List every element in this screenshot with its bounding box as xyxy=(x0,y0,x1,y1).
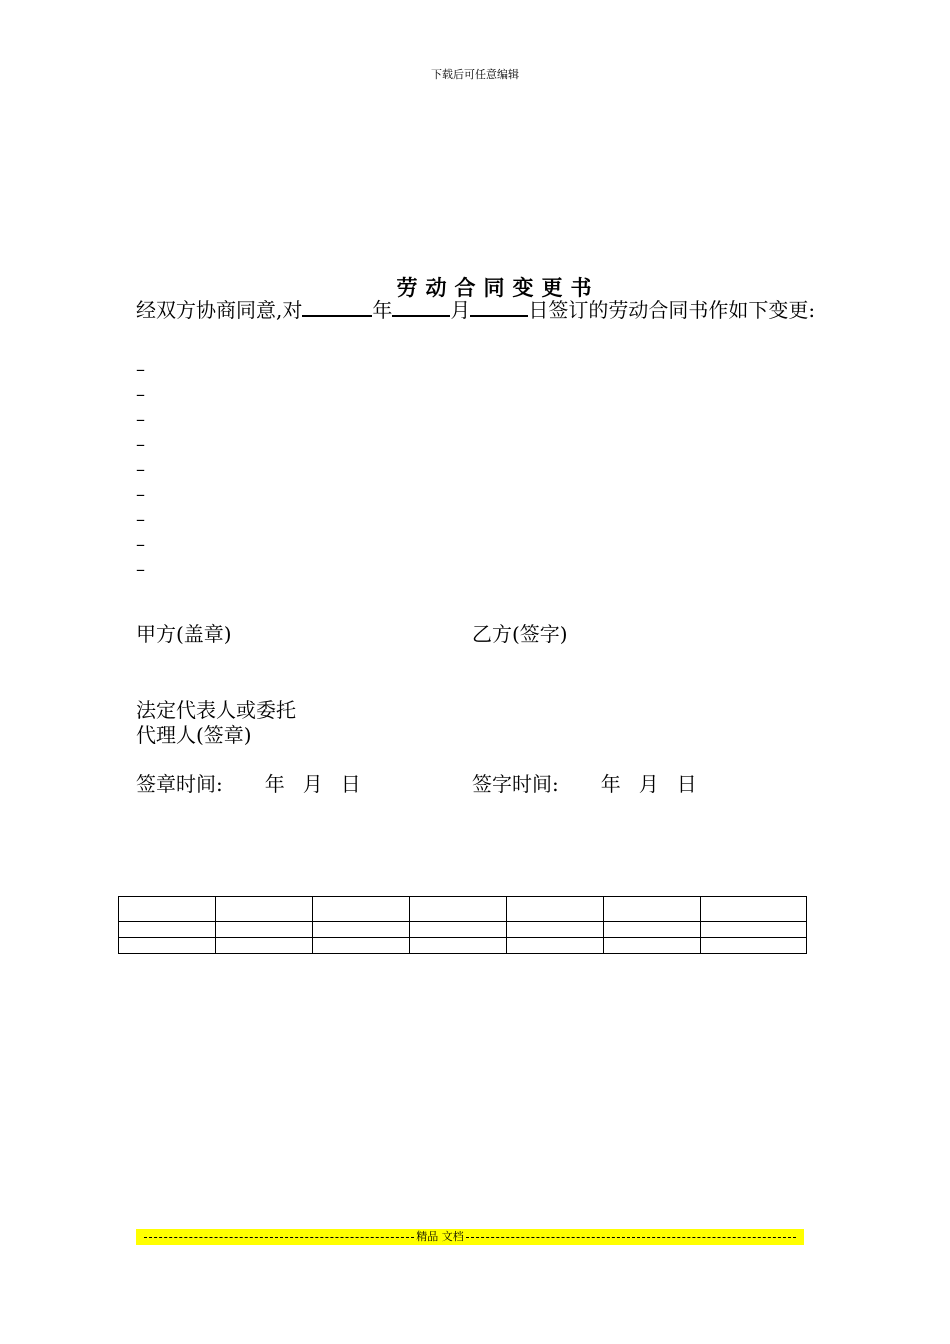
table-cell[interactable] xyxy=(604,897,701,922)
intro-prefix: 经双方协商同意,对 xyxy=(136,298,303,322)
footer-dashes-left xyxy=(144,1237,414,1238)
table-cell[interactable] xyxy=(507,938,604,954)
table-cell[interactable] xyxy=(701,938,807,954)
change-item[interactable]: – xyxy=(136,459,145,480)
sign-a-month: 月 xyxy=(302,772,323,796)
intro-suffix: 日签订的劳动合同书作如下变更: xyxy=(528,298,816,322)
table-cell[interactable] xyxy=(313,897,410,922)
sign-b-day: 日 xyxy=(676,772,697,796)
intro-paragraph xyxy=(136,298,866,323)
table-row xyxy=(119,897,807,922)
change-items-list xyxy=(136,357,145,582)
footer-dashes-right xyxy=(466,1237,796,1238)
sign-b-month: 月 xyxy=(638,772,659,796)
year-blank[interactable] xyxy=(302,298,372,317)
sign-b-year: 年 xyxy=(600,772,621,796)
footer-banner xyxy=(136,1229,804,1245)
party-a-label: 甲方(盖章) xyxy=(136,622,232,646)
sign-a-year: 年 xyxy=(264,772,285,796)
representative-label-line2: 代理人(签章) xyxy=(136,723,252,747)
table-cell[interactable] xyxy=(604,922,701,938)
change-item[interactable]: – xyxy=(136,559,145,580)
change-item[interactable]: – xyxy=(136,359,145,380)
representative-label-line1: 法定代表人或委托 xyxy=(136,698,296,722)
change-item[interactable]: – xyxy=(136,409,145,430)
change-item[interactable]: – xyxy=(136,484,145,505)
table-cell[interactable] xyxy=(216,922,313,938)
table-row xyxy=(119,938,807,954)
change-item[interactable]: – xyxy=(136,384,145,405)
sign-date-a-label: 签章时间: xyxy=(136,772,223,796)
table-cell[interactable] xyxy=(313,938,410,954)
header-note: 下载后可任意编辑 xyxy=(431,68,519,81)
sign-date-b xyxy=(472,772,697,797)
sign-a-day: 日 xyxy=(340,772,361,796)
table-cell[interactable] xyxy=(604,938,701,954)
table-cell[interactable] xyxy=(313,922,410,938)
intro-month: 月 xyxy=(450,298,471,322)
change-item[interactable]: – xyxy=(136,509,145,530)
sign-date-a xyxy=(136,772,361,797)
table-cell[interactable] xyxy=(410,897,507,922)
footer-text: 精品 文档 xyxy=(416,1230,464,1243)
table-cell[interactable] xyxy=(119,922,216,938)
table-cell[interactable] xyxy=(216,938,313,954)
table-cell[interactable] xyxy=(119,938,216,954)
change-item[interactable]: – xyxy=(136,534,145,555)
day-blank[interactable] xyxy=(470,298,528,317)
table-cell[interactable] xyxy=(507,897,604,922)
table-cell[interactable] xyxy=(216,897,313,922)
table-cell[interactable] xyxy=(701,922,807,938)
table-cell[interactable] xyxy=(507,922,604,938)
table-cell[interactable] xyxy=(701,897,807,922)
intro-year: 年 xyxy=(372,298,393,322)
party-b-label: 乙方(签字) xyxy=(472,622,568,646)
change-item[interactable]: – xyxy=(136,434,145,455)
month-blank[interactable] xyxy=(392,298,450,317)
document-title: 劳动合同变更书 xyxy=(396,276,600,300)
table-cell[interactable] xyxy=(410,922,507,938)
sign-date-b-label: 签字时间: xyxy=(472,772,559,796)
table-cell[interactable] xyxy=(119,897,216,922)
table-row xyxy=(119,922,807,938)
table-cell[interactable] xyxy=(410,938,507,954)
empty-table xyxy=(118,896,807,954)
